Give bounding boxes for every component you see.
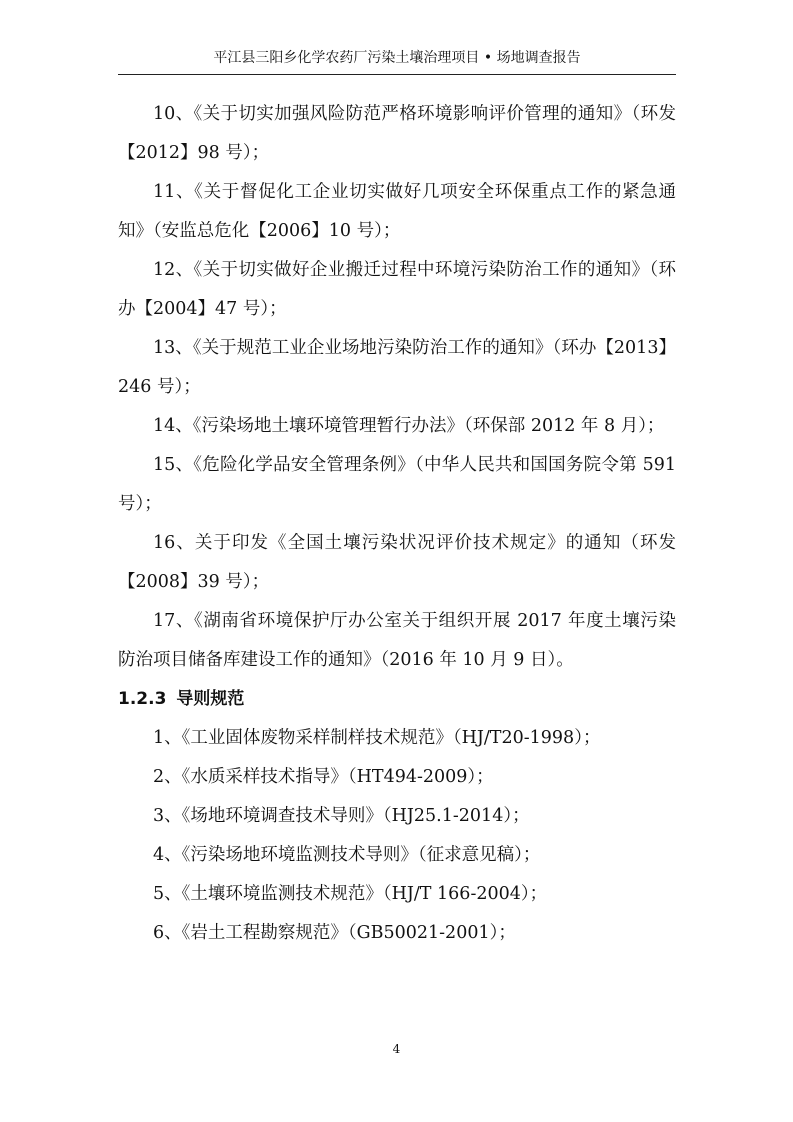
regulation-item: 10、《关于切实加强风险防范严格环境影响评价管理的通知》（环发【2012】98 号）； [118, 104, 676, 163]
regulation-item: 14、《污染场地土壤环境管理暂行办法》（环保部 2012 年 8 月）； [153, 416, 665, 436]
guideline-item: 4、《污染场地环境监测技术导则》（征求意见稿）； [153, 845, 541, 865]
regulation-item: 11、《关于督促化工企业切实做好几项安全环保重点工作的紧急通知》（安监总危化【2006】10 号）； [118, 182, 676, 241]
regulation-item: 13、《关于规范工业企业场地污染防治工作的通知》（环办【2013】246 号）； [118, 338, 676, 397]
regulation-item: 16、关于印发《全国土壤污染状况评价技术规定》的通知（环发【2008】39 号）； [118, 533, 676, 592]
section-heading [118, 680, 676, 719]
guideline-item: 3、《场地环境调查技术导则》（HJ25.1-2014）； [153, 806, 530, 826]
regulation-item: 12、《关于切实做好企业搬迁过程中环境污染防治工作的通知》（环办【2004】47 号）； [118, 260, 676, 319]
guideline-item: 2、《水质采样技术指导》（HT494-2009）； [153, 767, 494, 787]
regulation-item: 15、《危险化学品安全管理条例》（中华人民共和国国务院令第 591 号）； [118, 455, 676, 514]
regulation-item: 17、《湖南省环境保护厅办公室关于组织开展 2017 年度土壤污染防治项目储备库建设工作的通知》（2016 年 10 月 9 日）。 [118, 611, 676, 670]
guideline-item: 6、《岩土工程勘察规范》（GB50021-2001）； [153, 923, 516, 943]
header-rule [118, 74, 676, 75]
page-number: 4 [392, 1042, 401, 1056]
section-title: 导则规范 [176, 689, 245, 709]
section-number: 1.2.3 [118, 689, 167, 709]
page-header: 平江县三阳乡化学农药厂污染土壤治理项目 • 场地调查报告 [213, 50, 581, 66]
guideline-item: 5、《土壤环境监测技术规范》（HJ/T 166-2004）； [153, 884, 548, 904]
document-body [118, 95, 676, 953]
guideline-item: 1、《工业固体废物采样制样技术规范》（HJ/T20-1998）； [153, 728, 601, 748]
